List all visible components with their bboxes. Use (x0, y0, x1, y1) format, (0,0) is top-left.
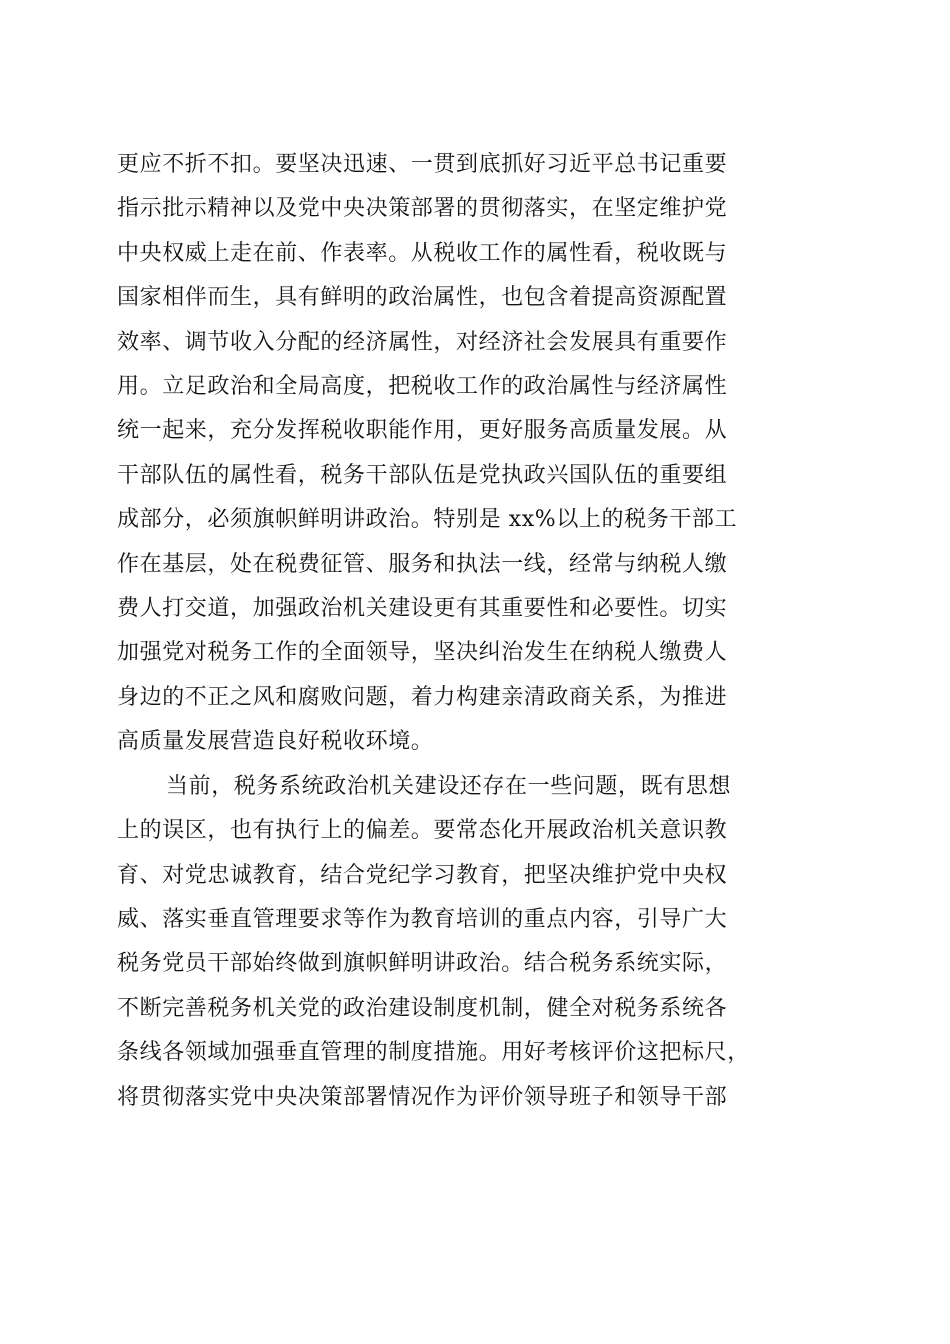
text-line: 条线各领域加强垂直管理的制度措施。用好考核评价这把标尺， (117, 1040, 750, 1066)
text-line: 更应不折不扣。要坚决迅速、一贯到底抓好习近平总书记重要 (117, 152, 728, 177)
text-line: 费人打交道，加强政治机关建设更有其重要性和必要性。切实 (117, 596, 728, 622)
text-line: 上的误区，也有执行上的偏差。要常态化开展政治机关意识教 (117, 818, 728, 844)
text-line: 当前，税务系统政治机关建设还存在一些问题，既有思想 (166, 773, 732, 799)
text-line: 将贯彻落实党中央决策部署情况作为评价领导班子和领导干部 (117, 1084, 728, 1110)
text-line: 国家相伴而生，具有鲜明的政治属性，也包含着提高资源配置 (117, 285, 728, 311)
body-text (117, 143, 833, 1120)
text-line: 高质量发展营造良好税收环境。 (117, 729, 434, 755)
text-line: 干部队伍的属性看，税务干部队伍是党执政兴国队伍的重要组 (117, 462, 728, 488)
text-line: 身边的不正之风和腐败问题，着力构建亲清政商关系，为推进 (117, 684, 728, 710)
text-line: 加强党对税务工作的全面领导，坚决纠治发生在纳税人缴费人 (117, 640, 728, 666)
text-line: 作在基层，处在税费征管、服务和执法一线，经常与纳税人缴 (117, 551, 728, 577)
text-line: 不断完善税务机关党的政治建设制度机制，健全对税务系统各 (117, 995, 728, 1021)
text-line: 指示批示精神以及党中央决策部署的贯彻落实，在坚定维护党 (117, 196, 728, 222)
text-line: 统一起来，充分发挥税收职能作用，更好服务高质量发展。从 (117, 418, 728, 444)
text-line: 效率、调节收入分配的经济属性，对经济社会发展具有重要作 (117, 329, 728, 355)
text-line: 育、对党忠诚教育，结合党纪学习教育，把坚决维护党中央权 (117, 862, 728, 888)
text-line: 中央权威上走在前、作表率。从税收工作的属性看，税收既与 (117, 240, 728, 266)
text-line: 威、落实垂直管理要求等作为教育培训的重点内容，引导广大 (117, 906, 728, 932)
text-line: 用。立足政治和全局高度，把税收工作的政治属性与经济属性 (117, 374, 728, 400)
text-line: 成部分，必须旗帜鲜明讲政治。特别是 xx%以上的税务干部工 (117, 507, 738, 533)
text-line: 税务党员干部始终做到旗帜鲜明讲政治。结合税务系统实际， (117, 951, 728, 977)
